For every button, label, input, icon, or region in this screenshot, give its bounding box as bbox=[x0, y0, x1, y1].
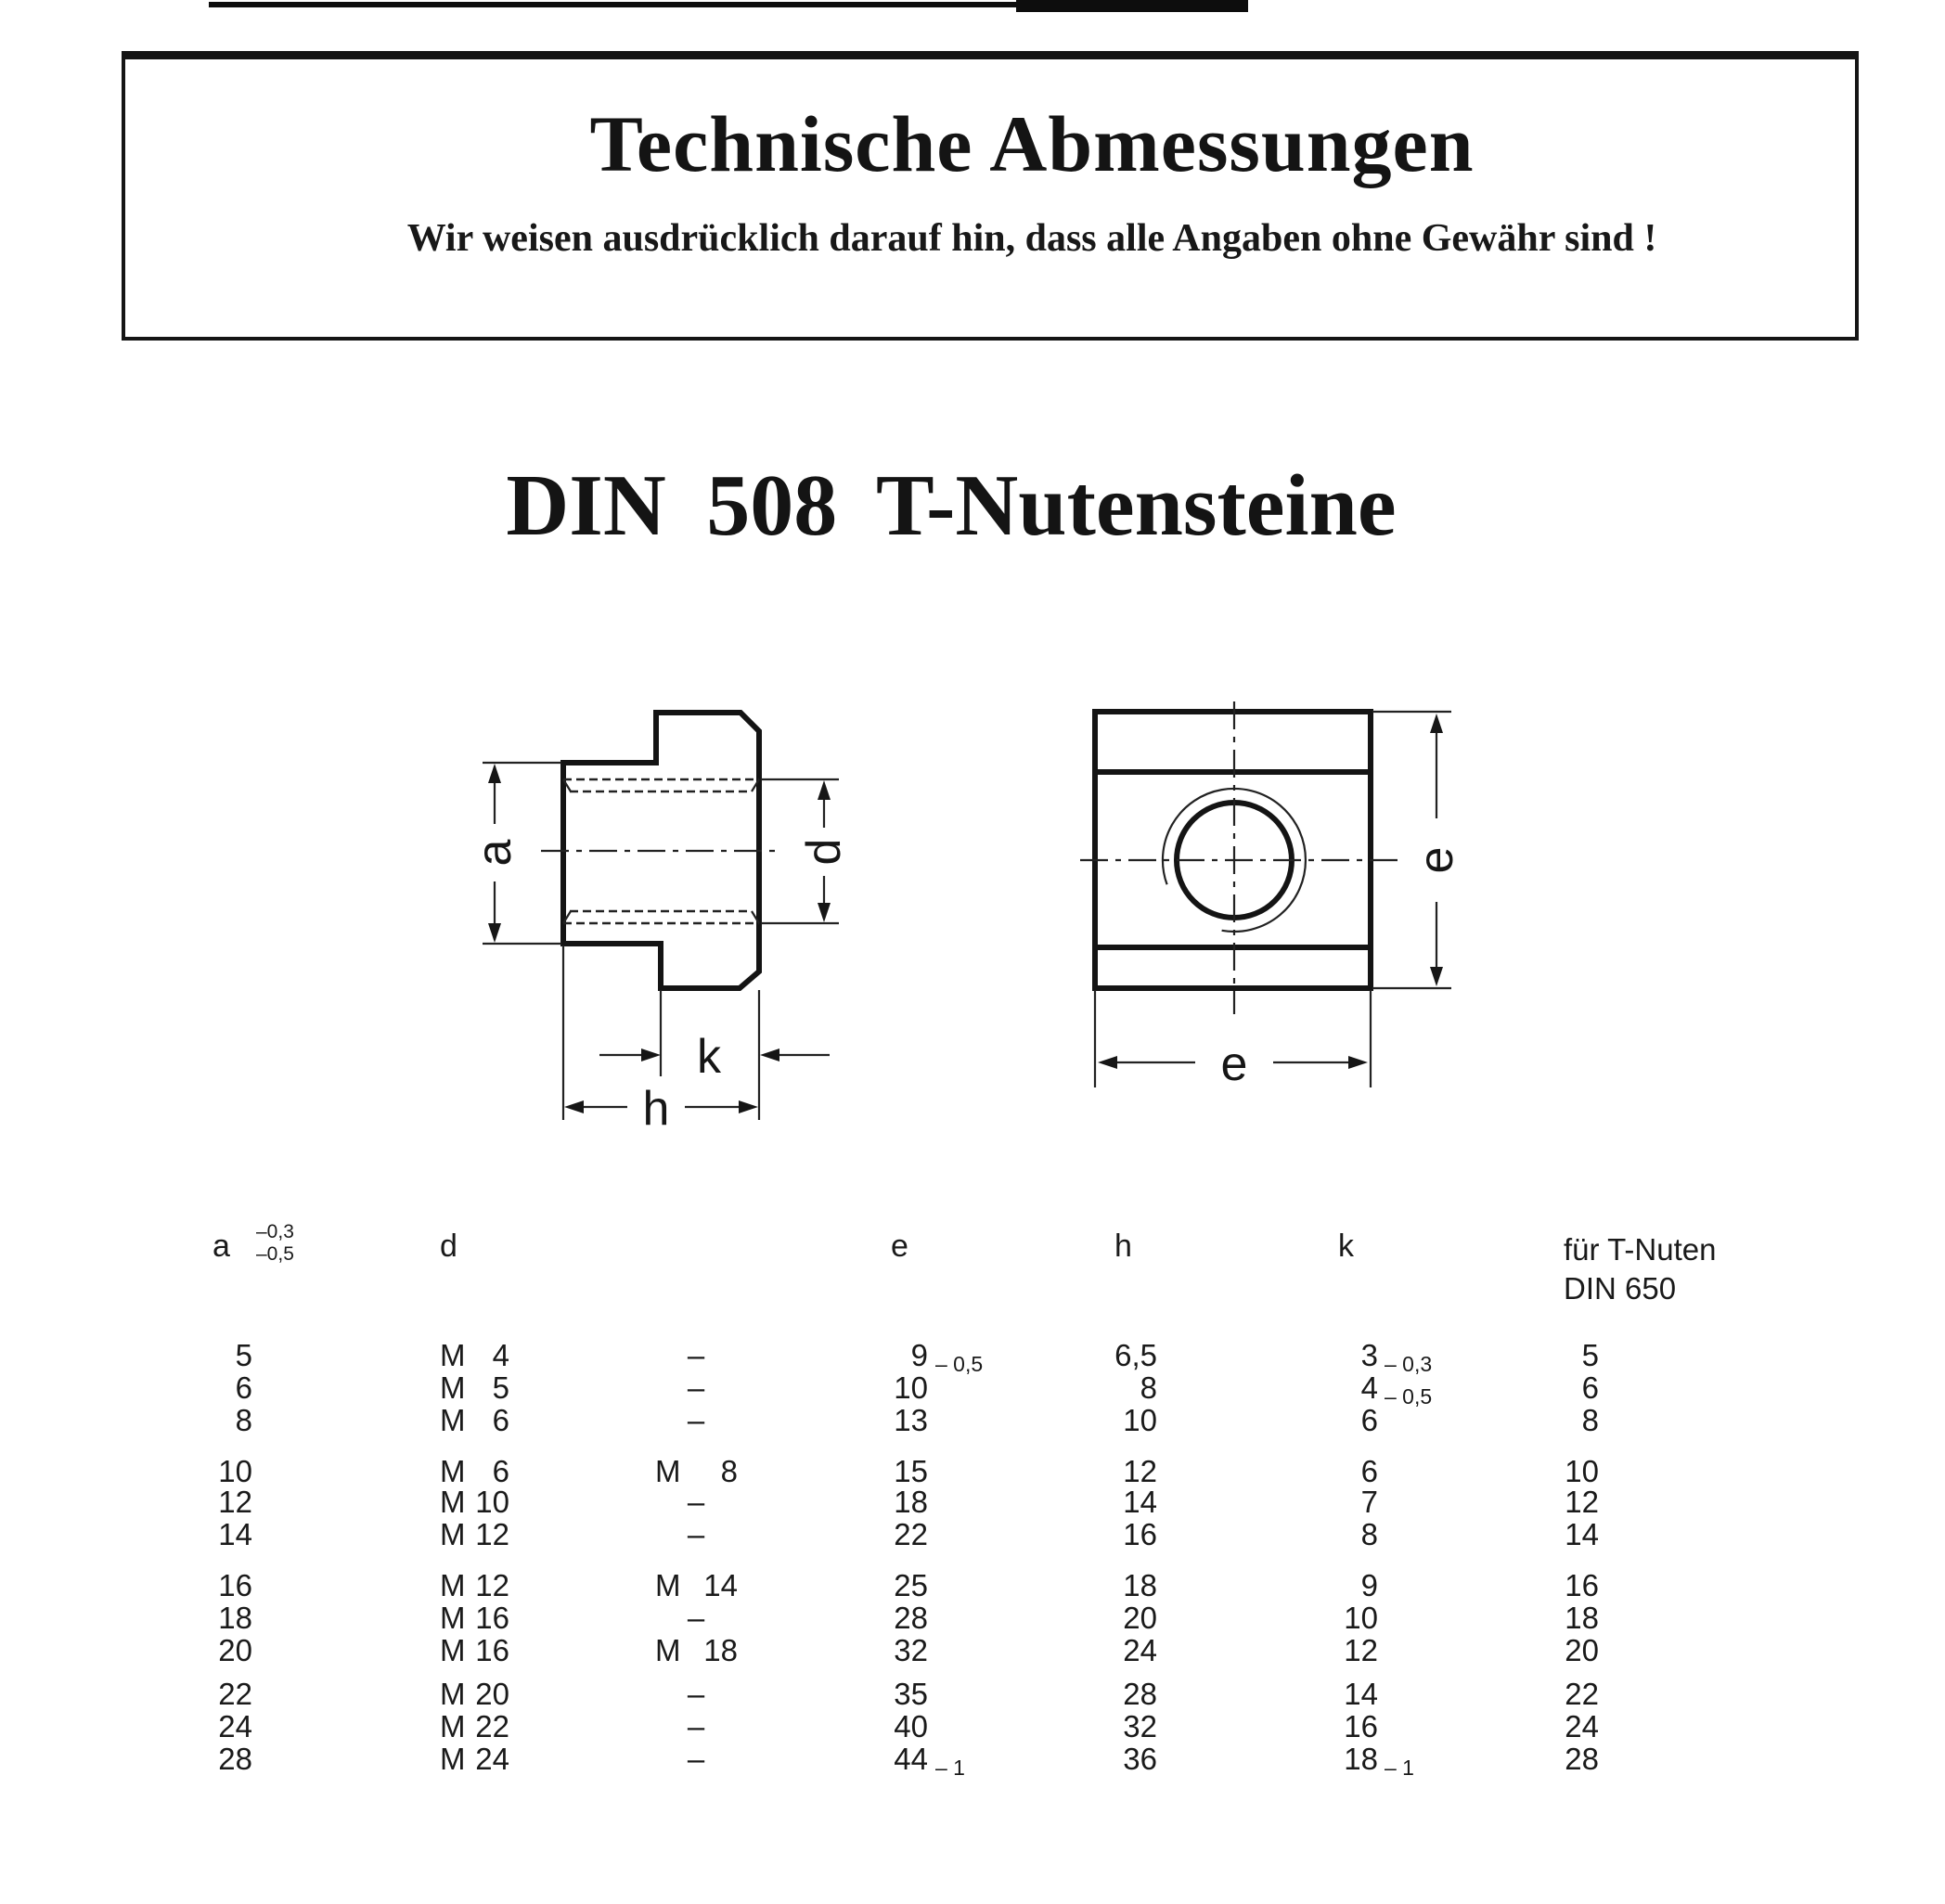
cell-t-nuten: 22 bbox=[1565, 1677, 1599, 1711]
cell-a: 20 bbox=[218, 1633, 252, 1667]
cell-t-nuten: 6 bbox=[1581, 1370, 1599, 1405]
col-header-e: e bbox=[891, 1229, 908, 1264]
cell-d2-dash: – bbox=[687, 1677, 705, 1711]
cell-h: 20 bbox=[1123, 1601, 1157, 1635]
cell-h: 6,5 bbox=[1114, 1338, 1157, 1372]
cell-d2-dash: – bbox=[687, 1742, 705, 1776]
cell-k: 9 bbox=[1360, 1568, 1378, 1602]
cell-k-tolerance: – 0,3 bbox=[1385, 1352, 1433, 1376]
table-row bbox=[0, 1710, 1945, 1743]
cell-e: 18 bbox=[894, 1485, 928, 1519]
cell-k-tolerance: – 0,5 bbox=[1385, 1384, 1433, 1409]
dim-label-d: d bbox=[797, 838, 851, 866]
cell-e: 32 bbox=[894, 1633, 928, 1667]
table-row bbox=[0, 1404, 1945, 1437]
table-row bbox=[0, 1518, 1945, 1551]
col-header-a-tolerance bbox=[256, 1221, 294, 1266]
cell-h: 12 bbox=[1123, 1454, 1157, 1488]
disclaimer-text: Wir weisen ausdrücklich darauf hin, dass alle Angaben ohne Gewähr sind ! bbox=[406, 217, 1657, 260]
cell-k: 6 bbox=[1360, 1454, 1378, 1488]
cell-d2-dash: – bbox=[687, 1709, 705, 1743]
cell-d2-dash: – bbox=[687, 1517, 705, 1551]
page-title: Technische Abmessungen bbox=[589, 99, 1475, 188]
cell-d: M 10 bbox=[440, 1485, 509, 1519]
cell-e: 25 bbox=[894, 1568, 928, 1602]
cell-h: 36 bbox=[1123, 1742, 1157, 1776]
cell-d: M 24 bbox=[440, 1742, 509, 1776]
cell-d: M 5 bbox=[440, 1370, 509, 1405]
dim-label-e: e bbox=[1410, 846, 1463, 874]
cell-d: M 6 bbox=[440, 1403, 509, 1437]
cell-h: 18 bbox=[1123, 1568, 1157, 1602]
table-row bbox=[0, 1455, 1945, 1488]
col-header-a: a bbox=[213, 1229, 230, 1264]
cell-d2: M 8 bbox=[655, 1454, 738, 1488]
cell-d: M 12 bbox=[440, 1517, 509, 1551]
cell-h: 16 bbox=[1123, 1517, 1157, 1551]
t-nuten-line2: DIN 650 bbox=[1564, 1271, 1677, 1306]
cell-k: 4 bbox=[1360, 1370, 1378, 1405]
cell-t-nuten: 8 bbox=[1581, 1403, 1599, 1437]
cell-t-nuten: 16 bbox=[1565, 1568, 1599, 1602]
cell-e-tolerance: – 1 bbox=[935, 1756, 965, 1780]
col-header-d: d bbox=[440, 1229, 457, 1264]
col-header-h: h bbox=[1114, 1229, 1132, 1264]
table-row bbox=[0, 1634, 1945, 1667]
cell-t-nuten: 28 bbox=[1565, 1742, 1599, 1776]
cell-e: 9 bbox=[910, 1338, 928, 1372]
cell-e: 28 bbox=[894, 1601, 928, 1635]
cell-h: 10 bbox=[1123, 1403, 1157, 1437]
cell-a: 28 bbox=[218, 1742, 252, 1776]
cell-k: 6 bbox=[1360, 1403, 1378, 1437]
table-row bbox=[0, 1678, 1945, 1711]
cell-d2-dash: – bbox=[687, 1403, 705, 1437]
table-row bbox=[0, 1338, 1945, 1376]
cell-k: 12 bbox=[1344, 1633, 1378, 1667]
dim-label-a: a bbox=[468, 839, 522, 867]
a-tolerance-lower: –0,5 bbox=[256, 1243, 294, 1265]
cell-d2: M 14 bbox=[655, 1568, 738, 1602]
cell-a: 24 bbox=[218, 1709, 252, 1743]
cell-a: 14 bbox=[218, 1517, 252, 1551]
cell-h: 8 bbox=[1140, 1370, 1157, 1405]
table-row bbox=[0, 1742, 1945, 1780]
cell-t-nuten: 24 bbox=[1565, 1709, 1599, 1743]
cell-e: 44 bbox=[894, 1742, 928, 1776]
cell-h: 14 bbox=[1123, 1485, 1157, 1519]
cell-e: 22 bbox=[894, 1517, 928, 1551]
cell-d: M 20 bbox=[440, 1677, 509, 1711]
cell-a: 22 bbox=[218, 1677, 252, 1711]
cell-k: 10 bbox=[1344, 1601, 1378, 1635]
cell-k: 3 bbox=[1360, 1338, 1378, 1372]
cell-k: 8 bbox=[1360, 1517, 1378, 1551]
cell-t-nuten: 20 bbox=[1565, 1633, 1599, 1667]
cell-d: M 4 bbox=[440, 1338, 509, 1372]
cell-k-tolerance: – 1 bbox=[1385, 1756, 1414, 1780]
a-tolerance-upper: –0,3 bbox=[256, 1221, 294, 1242]
table-row bbox=[0, 1602, 1945, 1635]
cell-t-nuten: 14 bbox=[1565, 1517, 1599, 1551]
cell-k: 18 bbox=[1344, 1742, 1378, 1776]
dim-label-e: e bbox=[1220, 1037, 1248, 1091]
cell-a: 6 bbox=[235, 1370, 252, 1405]
col-header-k: k bbox=[1338, 1229, 1354, 1264]
cell-a: 10 bbox=[218, 1454, 252, 1488]
cell-d2-dash: – bbox=[687, 1370, 705, 1405]
cell-e: 10 bbox=[894, 1370, 928, 1405]
cell-d2: M 18 bbox=[655, 1633, 738, 1667]
cell-d: M 12 bbox=[440, 1568, 509, 1602]
t-nuten-line1: für T-Nuten bbox=[1564, 1232, 1717, 1267]
table-row bbox=[0, 1486, 1945, 1519]
cell-d: M 6 bbox=[440, 1454, 509, 1488]
dim-label-k: k bbox=[697, 1030, 721, 1084]
cell-t-nuten: 5 bbox=[1581, 1338, 1599, 1372]
cell-h: 28 bbox=[1123, 1677, 1157, 1711]
cell-d2-dash: – bbox=[687, 1338, 705, 1372]
cell-e: 35 bbox=[894, 1677, 928, 1711]
cell-d: M 16 bbox=[440, 1633, 509, 1667]
cell-h: 24 bbox=[1123, 1633, 1157, 1667]
cell-a: 8 bbox=[235, 1403, 252, 1437]
cell-t-nuten: 10 bbox=[1565, 1454, 1599, 1488]
cell-k: 14 bbox=[1344, 1677, 1378, 1711]
cell-d: M 16 bbox=[440, 1601, 509, 1635]
document-title: DIN 508 T-Nutensteine bbox=[506, 457, 1397, 554]
cell-e: 13 bbox=[894, 1403, 928, 1437]
table-row bbox=[0, 1569, 1945, 1602]
cell-a: 5 bbox=[235, 1338, 252, 1372]
cell-e: 40 bbox=[894, 1709, 928, 1743]
dim-label-h: h bbox=[642, 1082, 670, 1136]
cell-k: 16 bbox=[1344, 1709, 1378, 1743]
col-header-t-nuten bbox=[1564, 1230, 1716, 1308]
cell-a: 12 bbox=[218, 1485, 252, 1519]
cell-d: M 22 bbox=[440, 1709, 509, 1743]
cell-e-tolerance: – 0,5 bbox=[935, 1352, 984, 1376]
cell-k: 7 bbox=[1360, 1485, 1378, 1519]
table-row bbox=[0, 1370, 1945, 1409]
cell-h: 32 bbox=[1123, 1709, 1157, 1743]
cell-t-nuten: 12 bbox=[1565, 1485, 1599, 1519]
cell-e: 15 bbox=[894, 1454, 928, 1488]
cell-d2-dash: – bbox=[687, 1601, 705, 1635]
cell-d2-dash: – bbox=[687, 1485, 705, 1519]
cell-t-nuten: 18 bbox=[1565, 1601, 1599, 1635]
cell-a: 16 bbox=[218, 1568, 252, 1602]
cell-a: 18 bbox=[218, 1601, 252, 1635]
